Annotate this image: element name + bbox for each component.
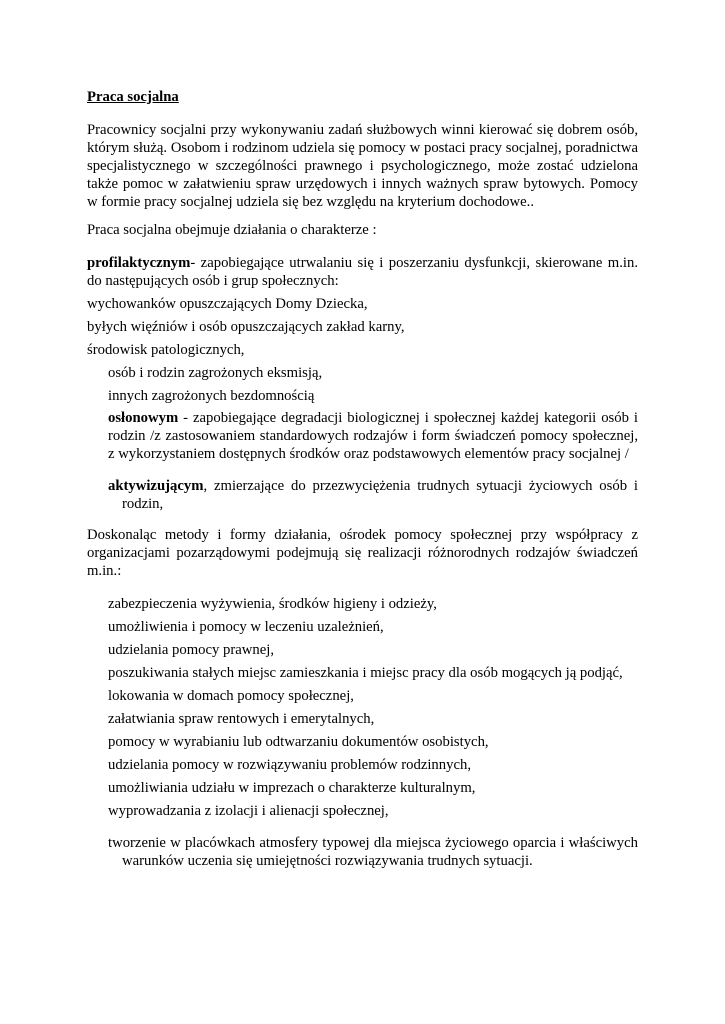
service-item: pomocy w wyrabianiu lub odtwarzaniu dokumentów osobistych, — [108, 734, 489, 750]
service-item: udzielania pomocy w rozwiązywaniu problemów rodzinnych, — [108, 757, 471, 773]
methods-intro: Doskonaląc metody i formy działania, ośrodek pomocy społecznej przy współpracy z organizacjami pozarządowymi podejmują się realizacji różnorodnych rodzajów świadczeń m.in.: — [87, 527, 638, 579]
intro-paragraph: Pracownicy socjalni przy wykonywaniu zadań służbowych winni kierować się dobrem osób, którym służą. Osobom i rodzinom udziela się pomocy w postaci pracy socjalnej, poradnictwa specjalistycznego w szczególności prawnego i psychologicznego, może zostać udzielona także pomoc w załatwieniu spraw urzędowych i innych ważnych spraw bytowych. Pomocy w formie pracy socjalnej udziela się bez względu na kryterium dochodowe.. — [87, 122, 638, 210]
service-item: umożliwienia i pomocy w leczeniu uzależnień, — [108, 619, 384, 635]
group-subitem: innych zagrożonych bezdomnością — [108, 388, 315, 404]
group-item: byłych więźniów i osób opuszczających zakład karny, — [87, 319, 405, 335]
profilaktyczny-term: profilaktycznym — [87, 255, 191, 271]
closing-paragraph: tworzenie w placówkach atmosfery typowej dla miejsca życiowego oparcia i właściwych warunków uczenia się umiejętności rozwiązywania trudnych sytuacji. — [108, 835, 638, 869]
scope-intro: Praca socjalna obejmuje działania o charakterze : — [87, 222, 377, 238]
aktywizujacy-desc: , zmierzające do przezwyciężenia trudnych sytuacji życiowych osób i rodzin, — [122, 478, 638, 512]
service-item: załatwiania spraw rentowych i emerytalnych, — [108, 711, 375, 727]
profilaktyczny-paragraph — [87, 254, 638, 290]
service-item: lokowania w domach pomocy społecznej, — [108, 688, 354, 704]
group-item: wychowanków opuszczających Domy Dziecka, — [87, 296, 368, 312]
service-item: udzielania pomocy prawnej, — [108, 642, 274, 658]
aktywizujacy-paragraph — [108, 477, 638, 513]
service-item: wyprowadzania z izolacji i alienacji społecznej, — [108, 803, 389, 819]
oslonowy-desc: - zapobiegające degradacji biologicznej i społecznej każdej kategorii osób i rodzin /z zastosowaniem standardowych rodzajów i form świadczeń pomocy społecznej, z wykorzystaniem dostępnych środków oraz podstawowych elementów pracy socjalnej / — [108, 410, 638, 462]
group-subitem: osób i rodzin zagrożonych eksmisją, — [108, 365, 323, 381]
profilaktyczny-desc: - zapobiegające utrwalaniu się i poszerzaniu dysfunkcji, skierowane m.in. do następujących osób i grup społecznych: — [87, 255, 638, 289]
aktywizujacy-term: aktywizującym — [108, 478, 204, 494]
service-item: poszukiwania stałych miejsc zamieszkania i miejsc pracy dla osób mogących ją podjąć, — [108, 665, 623, 681]
service-item: umożliwiania udziału w imprezach o charakterze kulturalnym, — [108, 780, 476, 796]
group-item: środowisk patologicznych, — [87, 342, 245, 358]
page-title: Praca socjalna — [87, 89, 179, 105]
oslonowy-term: osłonowym — [108, 410, 179, 426]
service-item: zabezpieczenia wyżywienia, środków higieny i odzieży, — [108, 596, 437, 612]
oslonowy-paragraph — [108, 409, 638, 463]
